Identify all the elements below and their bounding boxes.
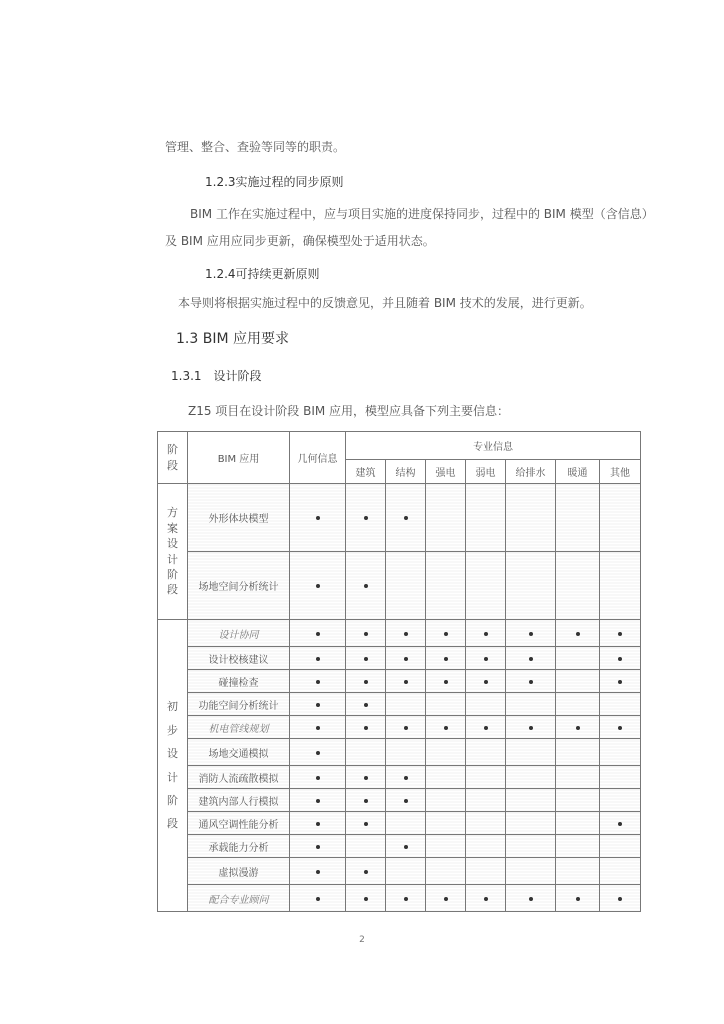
table-cell [386, 552, 426, 620]
header-col-3: 弱电 [466, 460, 506, 484]
header-col-1: 结构 [386, 460, 426, 484]
header-stage [158, 432, 188, 484]
table-cell [386, 620, 426, 647]
info-dot [576, 632, 580, 636]
table-cell [506, 885, 556, 912]
stage-char: 计 [167, 552, 178, 566]
table-row [158, 552, 641, 620]
table-cell [600, 789, 641, 812]
table-row [158, 647, 641, 670]
table-cell [346, 552, 386, 620]
table-cell [386, 789, 426, 812]
info-dot [484, 897, 488, 901]
stage-stage2 [158, 620, 188, 912]
table-cell [426, 670, 466, 693]
bim-app-cell: 通风空调性能分析 [188, 812, 290, 835]
header-col-4: 给排水 [506, 460, 556, 484]
table-cell [466, 647, 506, 670]
info-dot [529, 657, 533, 661]
para-3: 本导则将根据实施过程中的反馈意见，并且随着 BIM 技术的发展，进行更新。 [178, 296, 592, 310]
page-number: 2 [359, 935, 365, 945]
stage-char: 段 [167, 817, 178, 831]
table-cell [386, 716, 426, 739]
table-cell [290, 835, 346, 858]
table-cell [556, 484, 600, 552]
table-cell [290, 789, 346, 812]
table-cell [466, 693, 506, 716]
table-cell [346, 789, 386, 812]
table-row [158, 693, 641, 716]
table-cell [290, 620, 346, 647]
info-dot [316, 680, 320, 684]
table-cell [386, 693, 426, 716]
table-cell [426, 885, 466, 912]
table-cell [386, 670, 426, 693]
table-cell [600, 812, 641, 835]
table-cell [426, 812, 466, 835]
table-cell [556, 739, 600, 766]
bim-app-cell: 场地交通模拟 [188, 739, 290, 766]
info-dot [316, 516, 320, 520]
table-cell [386, 647, 426, 670]
table-cell [506, 620, 556, 647]
info-dot [484, 657, 488, 661]
table-cell [346, 716, 386, 739]
info-dot [404, 799, 408, 803]
stage-char: 步 [167, 723, 178, 737]
table-cell [346, 858, 386, 885]
table-cell [506, 858, 556, 885]
table-cell [466, 858, 506, 885]
info-dot [364, 657, 368, 661]
heading-1-3: 1.3 BIM 应用要求 [176, 331, 289, 347]
info-dot [364, 516, 368, 520]
stage-char: 阶 [167, 567, 178, 581]
table-cell [556, 858, 600, 885]
info-dot [364, 726, 368, 730]
table-cell [426, 620, 466, 647]
table-row [158, 812, 641, 835]
table-cell [426, 693, 466, 716]
info-dot [404, 897, 408, 901]
stage-char: 案 [167, 521, 178, 535]
info-dot [316, 657, 320, 661]
table-cell [290, 812, 346, 835]
table-cell [556, 716, 600, 739]
info-dot [364, 703, 368, 707]
table-cell [600, 739, 641, 766]
table-cell [346, 670, 386, 693]
table-cell [426, 552, 466, 620]
table-cell [346, 620, 386, 647]
table-row [158, 789, 641, 812]
info-dot [444, 657, 448, 661]
info-dot [364, 822, 368, 826]
info-dot [364, 897, 368, 901]
info-dot [529, 680, 533, 684]
table-cell [346, 766, 386, 789]
table-cell [290, 858, 346, 885]
bim-app-cell: 碰撞检查 [188, 670, 290, 693]
info-dot [484, 726, 488, 730]
stage-stage1 [158, 484, 188, 620]
header-geometry: 几何信息 [290, 432, 346, 484]
table-cell [386, 484, 426, 552]
table-row [158, 835, 641, 858]
table-cell [290, 693, 346, 716]
bim-app-cell: 功能空间分析统计 [188, 693, 290, 716]
stage-char: 设 [167, 537, 178, 551]
table-cell [600, 716, 641, 739]
info-dot [404, 726, 408, 730]
table-cell [466, 552, 506, 620]
header-col-6: 其他 [600, 460, 641, 484]
table-cell [466, 484, 506, 552]
table-cell [466, 716, 506, 739]
table-cell [426, 647, 466, 670]
table-cell [290, 716, 346, 739]
info-dot [316, 726, 320, 730]
info-dot [576, 897, 580, 901]
info-dot [316, 632, 320, 636]
table-cell [466, 670, 506, 693]
bim-app-cell: 机电管线规划 [188, 716, 290, 739]
table-cell [600, 647, 641, 670]
heading-1-2-3: 1.2.3实施过程的同步原则 [205, 175, 344, 189]
table-row [158, 885, 641, 912]
table-cell [506, 484, 556, 552]
table-cell [386, 739, 426, 766]
header-stage-char: 段 [167, 458, 178, 472]
table-cell [600, 670, 641, 693]
info-dot [618, 726, 622, 730]
table-cell [466, 789, 506, 812]
table-cell [386, 858, 426, 885]
header-professional: 专业信息 [346, 432, 641, 460]
table-cell [386, 835, 426, 858]
table-cell [426, 789, 466, 812]
table-cell [506, 835, 556, 858]
table-row [158, 484, 641, 552]
header-bim-app: BIM 应用 [188, 432, 290, 484]
info-dot [316, 822, 320, 826]
info-dot [444, 632, 448, 636]
table-cell [556, 670, 600, 693]
table-cell [290, 552, 346, 620]
table-cell [290, 766, 346, 789]
bim-app-cell: 场地空间分析统计 [188, 552, 290, 620]
info-dot [316, 799, 320, 803]
table-cell [426, 716, 466, 739]
para-2-line-2: 及 BIM 应用应同步更新，确保模型处于适用状态。 [165, 234, 435, 248]
table-cell [506, 670, 556, 693]
bim-app-cell: 设计校核建议 [188, 647, 290, 670]
table-cell [466, 766, 506, 789]
info-dot [316, 584, 320, 588]
table-cell [346, 484, 386, 552]
table-cell [556, 620, 600, 647]
table-cell [556, 766, 600, 789]
table-cell [466, 885, 506, 912]
para-4: Z15 项目在设计阶段 BIM 应用，模型应具备下列主要信息： [188, 404, 510, 418]
table-cell [556, 812, 600, 835]
bim-info-table [157, 431, 641, 912]
table-cell [506, 766, 556, 789]
table-cell [600, 766, 641, 789]
info-dot [364, 632, 368, 636]
stage-char: 计 [167, 770, 178, 784]
bim-app-cell: 虚拟漫游 [188, 858, 290, 885]
table-cell [426, 739, 466, 766]
bim-app-cell: 配合专业顾问 [188, 885, 290, 912]
table-cell [600, 835, 641, 858]
table-cell [506, 812, 556, 835]
table-cell [506, 739, 556, 766]
bim-app-cell: 设计协同 [188, 620, 290, 647]
table-cell [426, 858, 466, 885]
table-cell [386, 885, 426, 912]
table-cell [290, 647, 346, 670]
info-dot [618, 657, 622, 661]
table-cell [506, 789, 556, 812]
table-cell [466, 739, 506, 766]
table-cell [556, 647, 600, 670]
table-cell [346, 647, 386, 670]
header-col-2: 强电 [426, 460, 466, 484]
table-cell [556, 885, 600, 912]
table-cell [466, 812, 506, 835]
info-dot [529, 726, 533, 730]
bim-app-cell: 外形体块模型 [188, 484, 290, 552]
info-dot [316, 870, 320, 874]
info-dot [364, 680, 368, 684]
table-cell [556, 835, 600, 858]
info-dot [576, 726, 580, 730]
info-dot [529, 632, 533, 636]
table-cell [600, 620, 641, 647]
info-dot [484, 680, 488, 684]
table-cell [426, 484, 466, 552]
stage-char: 段 [167, 583, 178, 597]
table-cell [556, 789, 600, 812]
info-dot [484, 632, 488, 636]
table-cell [386, 766, 426, 789]
bim-app-cell: 消防人流疏散模拟 [188, 766, 290, 789]
header-col-0: 建筑 [346, 460, 386, 484]
table-row [158, 620, 641, 647]
bim-app-cell: 承载能力分析 [188, 835, 290, 858]
info-dot [404, 776, 408, 780]
stage-char: 阶 [167, 793, 178, 807]
table-cell [346, 693, 386, 716]
table-cell [426, 766, 466, 789]
table-cell [600, 885, 641, 912]
table-cell [290, 739, 346, 766]
stage-char: 方 [167, 506, 178, 520]
table-cell [346, 812, 386, 835]
heading-1-3-1: 1.3.1 设计阶段 [171, 369, 262, 383]
table-cell [386, 812, 426, 835]
info-dot [404, 680, 408, 684]
info-dot [364, 776, 368, 780]
table-row [158, 716, 641, 739]
info-dot [404, 657, 408, 661]
text-line-1: 管理、整合、查验等同等的职责。 [165, 140, 346, 154]
table-cell [346, 835, 386, 858]
table-row [158, 766, 641, 789]
table-cell [290, 885, 346, 912]
table-cell [290, 484, 346, 552]
table-cell [556, 693, 600, 716]
info-dot [618, 822, 622, 826]
info-dot [404, 845, 408, 849]
table-cell [466, 835, 506, 858]
info-dot [618, 680, 622, 684]
table-cell [506, 693, 556, 716]
para-2-line-1: BIM 工作在实施过程中，应与项目实施的进度保持同步，过程中的 BIM 模型（含信息） [190, 207, 654, 221]
table-cell [600, 858, 641, 885]
table-cell [346, 885, 386, 912]
header-col-5: 暖通 [556, 460, 600, 484]
table-cell [556, 552, 600, 620]
table-cell [346, 739, 386, 766]
table-cell [506, 552, 556, 620]
bim-app-cell: 建筑内部人行模拟 [188, 789, 290, 812]
info-dot [316, 776, 320, 780]
table-cell [290, 670, 346, 693]
table-cell [506, 647, 556, 670]
info-dot [529, 897, 533, 901]
table-row [158, 739, 641, 766]
info-dot [404, 632, 408, 636]
info-dot [316, 845, 320, 849]
info-dot [618, 897, 622, 901]
info-dot [444, 726, 448, 730]
info-dot [364, 799, 368, 803]
table-cell [506, 716, 556, 739]
info-dot [444, 680, 448, 684]
heading-1-2-4: 1.2.4可持续更新原则 [205, 267, 320, 281]
table-cell [466, 620, 506, 647]
table-cell [426, 835, 466, 858]
info-dot [618, 632, 622, 636]
stage-char: 设 [167, 747, 178, 761]
header-stage-char: 阶 [167, 443, 178, 457]
info-dot [316, 703, 320, 707]
table-row [158, 670, 641, 693]
info-dot [404, 516, 408, 520]
table-row [158, 858, 641, 885]
info-dot [364, 584, 368, 588]
table-cell [600, 693, 641, 716]
table-cell [600, 484, 641, 552]
info-dot [444, 897, 448, 901]
table-cell [600, 552, 641, 620]
info-dot [364, 870, 368, 874]
stage-char: 初 [167, 700, 178, 714]
info-dot [316, 897, 320, 901]
info-dot [316, 751, 320, 755]
